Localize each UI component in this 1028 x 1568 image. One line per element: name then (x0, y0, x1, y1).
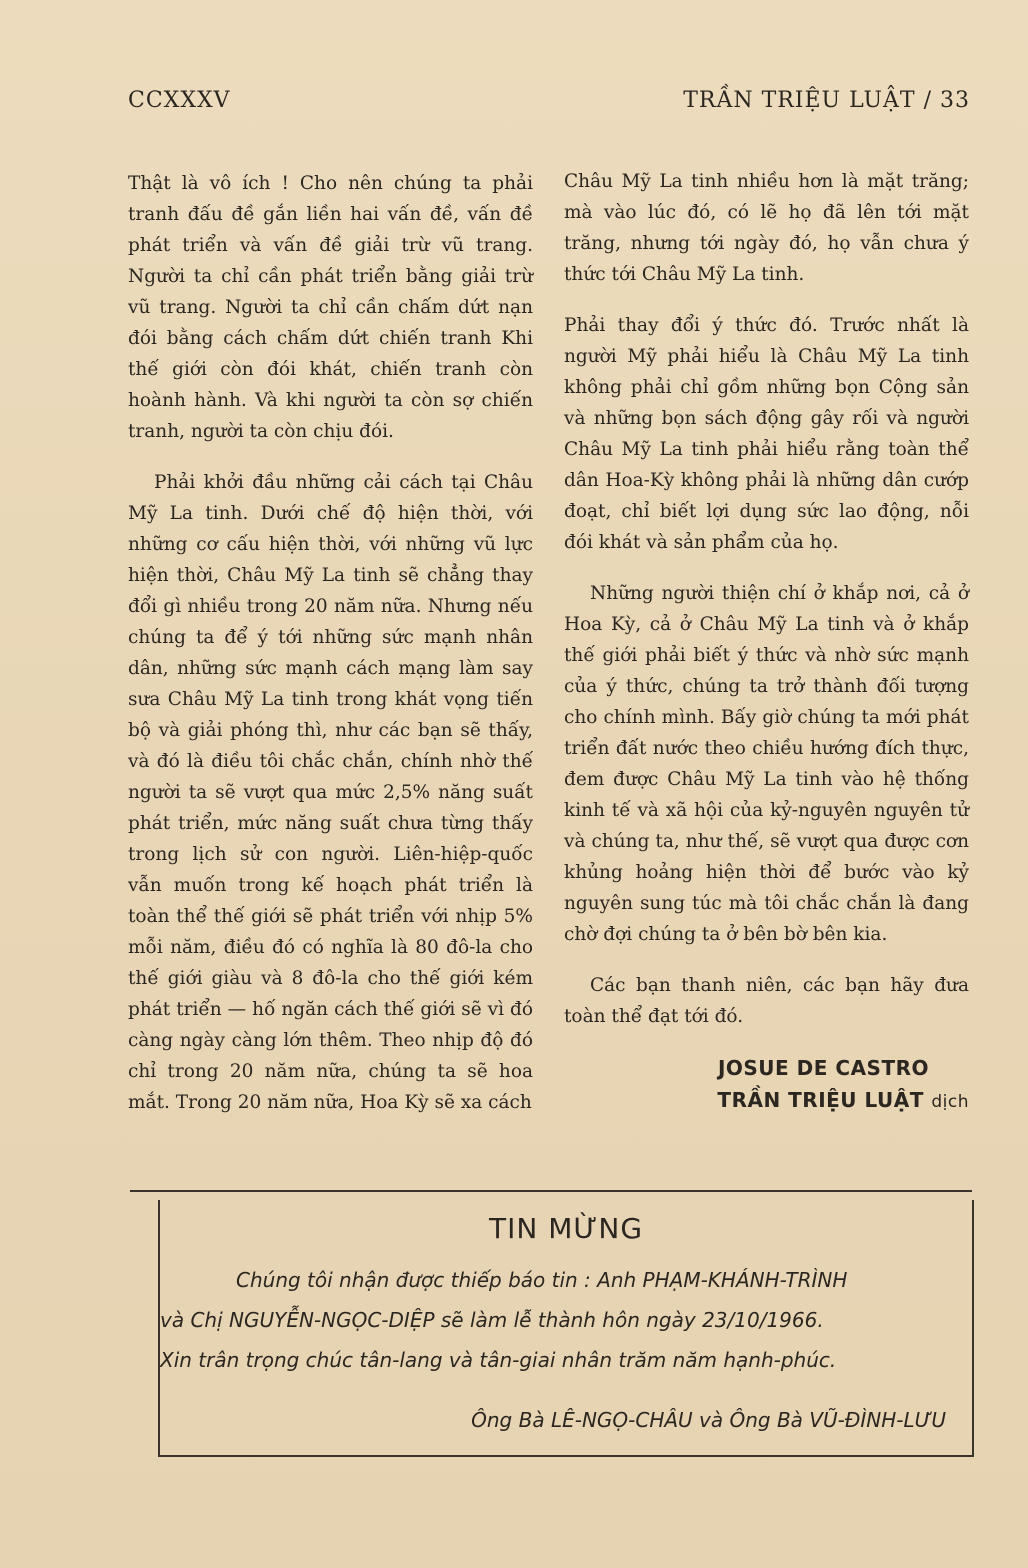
announcement-line: Xin trân trọng chúc tân-lang và tân-giai nhân trăm năm hạnh-phúc. (160, 1348, 837, 1372)
paragraph: Thật là vô ích ! Cho nên chúng ta phải tranh đấu đề gắn liền hai vấn đề, vấn đề phát triển và vấn đề giải trừ vũ trang. Người ta chỉ cần phát triển bằng giải trừ vũ trang. Người ta chỉ cần chấm dứt nạn đói bằng cách chấm dứt chiến tranh Khi thế giới còn đói khát, chiến tranh còn hoành hành. Và khi người ta còn sợ chiến tranh, người ta còn chịu đói. (128, 173, 533, 442)
translator-signature (564, 1084, 969, 1118)
paragraph: Những người thiện chí ở khắp nơi, cả ở Hoa Kỳ, cả ở Châu Mỹ La tinh và ở khắp thế giới phải biết ý thức và nhờ sức mạnh của ý thức, chúng ta trở thành đối tượng cho chính mình. Bấy giờ chúng ta mới phát triển đất nước theo chiều hướng đích thực, đem được Châu Mỹ La tinh vào hệ thống kinh tế và xã hội của kỷ-nguyên nguyên tử và chúng ta, như thế, sẽ vượt qua được cơn khủng hoảng hiện thời để bước vào kỷ nguyên sung túc mà tôi chắc chắn là đang chờ đợi chúng ta ở bên bờ bên kia. (564, 583, 969, 945)
left-column (128, 168, 533, 1138)
announcement-line: Chúng tôi nhận được thiếp báo tin : Anh PHẠM-KHÁNH-TRÌNH (236, 1268, 848, 1292)
translator-suffix: dịch (931, 1092, 969, 1112)
announcement-line: và Chị NGUYỄN-NGỌC-DIỆP sẽ làm lễ thành hôn ngày 23/10/1966. (160, 1308, 824, 1332)
paragraph: Các bạn thanh niên, các bạn hãy đưa toàn thể đạt tới đó. (564, 975, 969, 1027)
announcement-box (158, 1200, 974, 1457)
announcement-senders: Ông Bà LÊ-NGỌ-CHÂU và Ông Bà VŨ-ĐÌNH-LƯU (471, 1408, 946, 1432)
announcement-title: TIN MỪNG (488, 1212, 644, 1245)
paragraph: Phải khởi đầu những cải cách tại Châu Mỹ La tinh. Dưới chế độ hiện thời, với những cơ cấu hiện thời, với những vũ lực hiện thời, Châu Mỹ La tinh sẽ chẳng thay đổi gì nhiều trong 20 năm nữa. Nhưng nếu chúng ta để ý tới những sức mạnh nhân dân, những sức mạnh cách mạng làm say sưa Châu Mỹ La tinh trong khát vọng tiến bộ và giải phóng thì, như các bạn sẽ thấy, và đó là điều tôi chắc chắn, chính nhờ thế người ta sẽ vượt qua mức 2,5% năng suất phát triển, mức năng suất chưa từng thấy trong lịch sử con người. Liên-hiệp-quốc vẫn muốn trong kế hoạch phát triển là toàn thể thế giới sẽ phát triển với nhịp 5% mỗi năm, điều đó có nghĩa là 80 đô-la cho thế giới giàu và 8 đô-la cho thế giới kém phát triển — hố ngăn cách thế giới sẽ vì đó càng ngày càng lớn thêm. Theo nhịp độ đó chỉ trong 20 năm nữa, chúng ta sẽ hoa mắt. Trong 20 năm nữa, Hoa Kỳ sẽ xa cách (128, 472, 533, 1113)
translator-name: TRẦN TRIỆU LUẬT (717, 1088, 924, 1112)
right-column (564, 166, 969, 1118)
paragraph: Châu Mỹ La tinh nhiều hơn là mặt trăng; mà vào lúc đó, có lẽ họ đã lên tới mặt trăng, nhưng tới ngày đó, họ vẫn chưa ý thức tới Châu Mỹ La tinh. (564, 171, 969, 285)
page-section-numeral: CCXXXV (128, 88, 231, 113)
divider (130, 1190, 972, 1192)
paragraph: Phải thay đổi ý thức đó. Trước nhất là người Mỹ phải hiểu là Châu Mỹ La tinh không phải chỉ gồm những bọn Cộng sản và những bọn sách động gây rối và người Châu Mỹ La tinh phải hiểu rằng toàn thể dân Hoa-Kỳ không phải là những dân cướp đoạt, chỉ biết lợi dụng sức lao động, nỗi đói khát và sản phẩm của họ. (564, 315, 969, 553)
running-header: TRẦN TRIỆU LUẬT / 33 (683, 88, 970, 113)
author-signature: JOSUE DE CASTRO (717, 1056, 929, 1080)
